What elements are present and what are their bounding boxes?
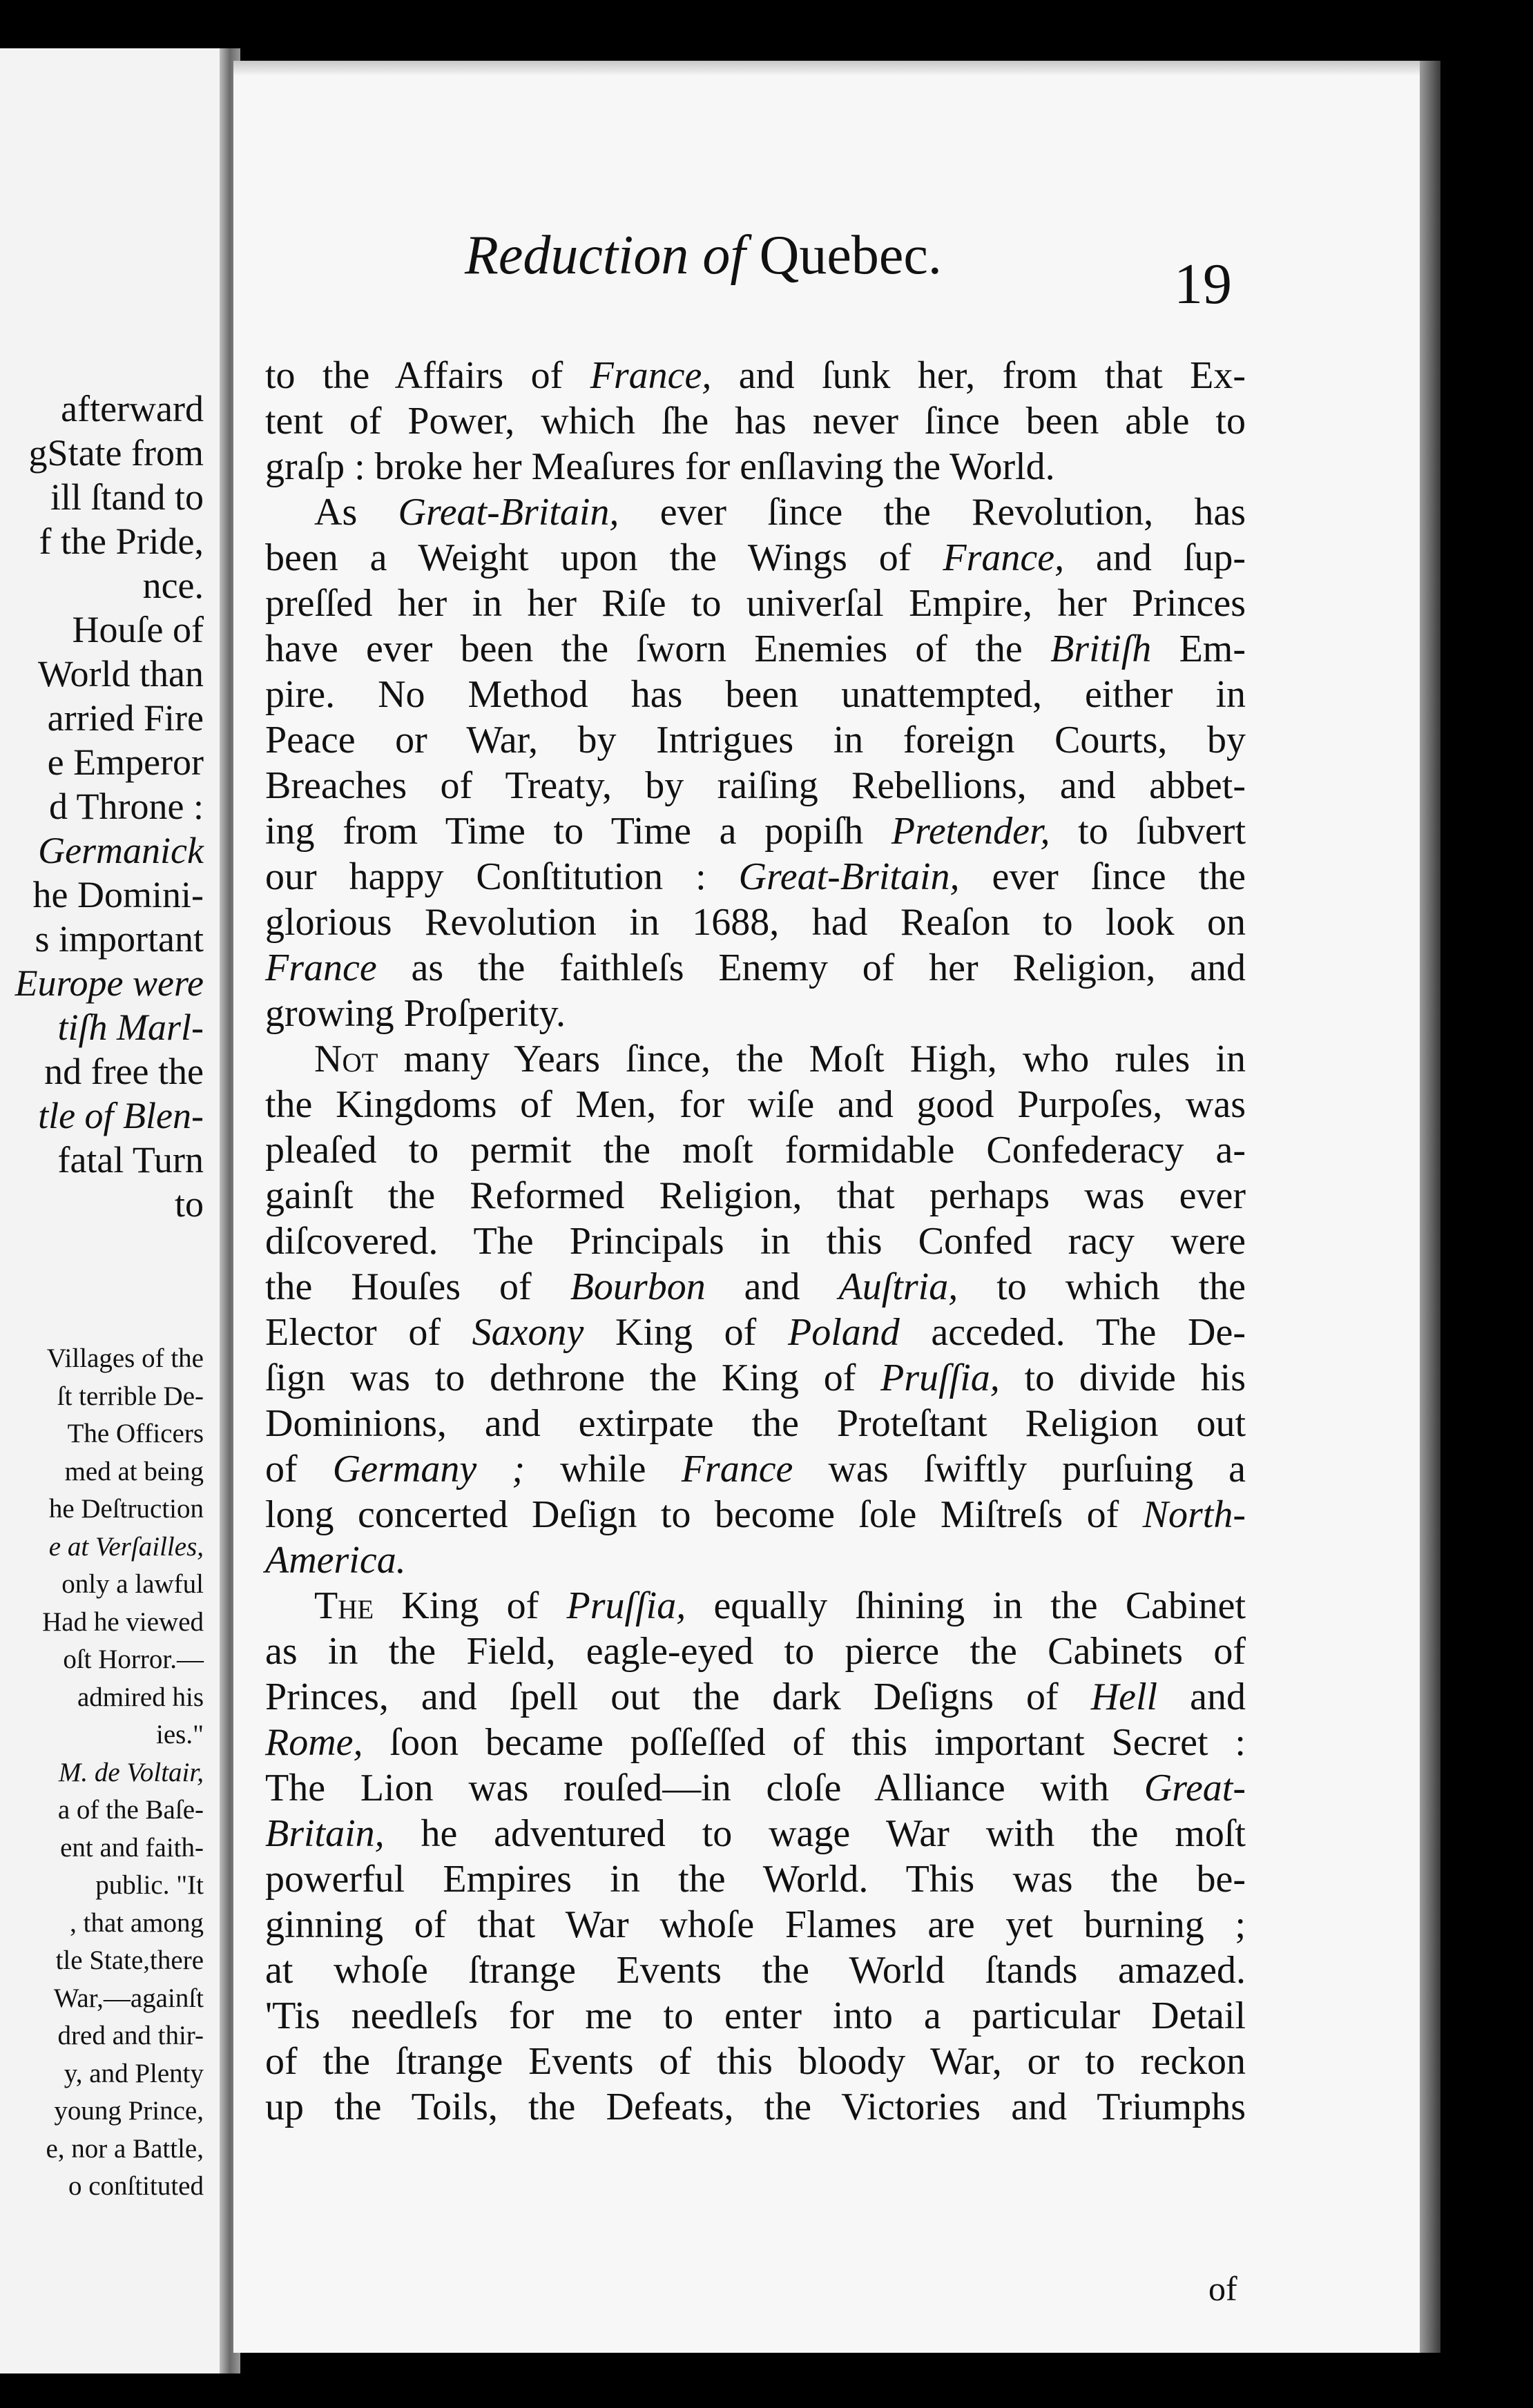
text-line: powerful Empires in the World. This was the be-	[265, 1858, 1246, 1901]
text-line: pleaſed to permit the moſt formidable Confederacy a-	[265, 1129, 1246, 1172]
left-text-line: f the Pride,	[39, 521, 204, 562]
running-head-italic: Reduction of	[465, 225, 746, 286]
text-line: 'Tis needleſs for me to enter into a particular Detail	[265, 1994, 1246, 2037]
text-line: The Lion was rouſed—in cloſe Alliance with Great-	[265, 1767, 1246, 1809]
left-footnote-line: Had he viewed	[42, 1606, 204, 1637]
left-text-line: gState from	[28, 432, 204, 474]
left-footnote-line: tle State,there	[55, 1945, 204, 1975]
left-footnote-line: only a lawful	[61, 1569, 204, 1599]
text-line: tent of Power, which ſhe has never ſince been able to	[265, 400, 1246, 443]
left-footnote-line: public. "It	[95, 1870, 204, 1900]
text-line: pire. No Method has been unattempted, either in	[265, 673, 1246, 716]
text-line: at whoſe ſtrange Events the World ſtands amazed.	[265, 1949, 1246, 1992]
text-line: diſcovered. The Principals in this Confed racy were	[265, 1220, 1246, 1263]
left-footnote-line: , that among	[70, 1907, 204, 1938]
left-footnote-line: young Prince,	[54, 2096, 204, 2126]
text-line: growing Proſperity.	[265, 992, 566, 1035]
text-line: Not many Years ſince, the Moſt High, who rules in	[314, 1038, 1246, 1080]
text-line: France as the faithleſs Enemy of her Religion, and	[265, 946, 1246, 989]
left-footnote-line: ent and faith-	[60, 1832, 204, 1863]
left-text-line: tiſh Marl-	[57, 1007, 204, 1048]
left-footnote-line: he Deſtruction	[48, 1494, 204, 1524]
text-line: ſign was to dethrone the King of Pruſſia, to divide his	[265, 1357, 1246, 1399]
left-text-line: ill ſtand to	[50, 476, 204, 518]
left-text-line: fatal Turn	[57, 1139, 204, 1181]
page-number: 19	[1174, 252, 1232, 316]
left-footnote-line: Villages of the	[46, 1343, 204, 1373]
text-line: to the Affairs of France, and ſunk her, from that Ex-	[265, 354, 1246, 397]
page-right-edge	[1420, 61, 1440, 2353]
left-footnote-line: o conſtituted	[68, 2171, 204, 2201]
left-text-line: tle of Blen-	[38, 1095, 204, 1136]
left-footnote-line: dred and thir-	[57, 2021, 204, 2050]
page-top-shadow	[233, 61, 1420, 76]
text-line: have ever been the ſworn Enemies of the Britiſh Em-	[265, 628, 1246, 670]
text-line: up the Toils, the Defeats, the Victories and Triumphs	[265, 2086, 1246, 2128]
left-footnote-line: oſt Horror.—	[63, 1644, 204, 1674]
text-line: As Great-Britain, ever ſince the Revolution, has	[314, 491, 1246, 534]
left-text-line: Europe were	[15, 962, 204, 1004]
text-line: gainſt the Reformed Religion, that perhaps was ever	[265, 1174, 1246, 1217]
text-line: Peace or War, by Intrigues in foreign Courts, by	[265, 719, 1246, 761]
left-footnote-line: y, and Plenty	[64, 2058, 204, 2088]
text-line: America.	[265, 1539, 406, 1582]
text-line: ing from Time to Time a popiſh Pretender, to ſubvert	[265, 810, 1246, 853]
left-text-line: he Domini-	[32, 874, 204, 915]
left-text-line: to	[174, 1183, 204, 1225]
left-text-line: Houſe of	[72, 609, 204, 650]
running-head	[465, 225, 942, 286]
left-footnote-line: admired his	[77, 1682, 204, 1712]
text-line: the Kingdoms of Men, for wiſe and good Purpoſes, was	[265, 1083, 1246, 1126]
text-line: Princes, and ſpell out the dark Deſigns of Hell and	[265, 1676, 1246, 1718]
text-line: glorious Revolution in 1688, had Reaſon to look on	[265, 901, 1246, 944]
left-text-line: d Throne :	[49, 786, 204, 827]
text-line: Elector of Saxony King of Poland acceded. The De-	[265, 1311, 1246, 1354]
left-text-line: afterward	[61, 388, 204, 429]
left-footnote-line: ſt terrible De-	[57, 1381, 204, 1411]
left-footnote-line: M. de Voltair,	[58, 1757, 204, 1787]
running-head-roman: Quebec.	[759, 225, 942, 286]
text-line: of Germany ; while France was ſwiftly purſuing a	[265, 1448, 1246, 1491]
text-line: Breaches of Treaty, by raiſing Rebellions, and abbet-	[265, 764, 1246, 807]
left-footnote-line: med at being	[64, 1456, 204, 1486]
left-footnote-line: War,—againſt	[53, 1983, 204, 2013]
left-text-line: e Emperor	[47, 741, 204, 783]
text-line: Rome, ſoon became poſſeſſed of this important Secret :	[265, 1721, 1246, 1764]
catchword: of	[1208, 2269, 1237, 2308]
text-line: as in the Field, eagle-eyed to pierce the Cabinets of	[265, 1630, 1246, 1673]
text-line: Dominions, and extirpate the Proteſtant Religion out	[265, 1402, 1246, 1445]
text-line: been a Weight upon the Wings of France, and ſup-	[265, 536, 1246, 579]
text-line: long concerted Deſign to become ſole Miſtreſs of North-	[265, 1493, 1246, 1536]
text-line: Britain, he adventured to wage War with the moſt	[265, 1812, 1246, 1855]
left-text-line: arried Fire	[47, 697, 204, 739]
left-text-line: nd free the	[44, 1051, 204, 1092]
left-footnote-line: The Officers	[67, 1419, 204, 1448]
text-line: of the ſtrange Events of this bloody War, or to reckon	[265, 2040, 1246, 2083]
left-footnote-line: a of the Baſe-	[57, 1795, 204, 1825]
text-line: ginning of that War whoſe Flames are yet burning ;	[265, 1903, 1246, 1946]
left-footnote-line: e, nor a Battle,	[46, 2133, 204, 2164]
text-line: The King of Pruſſia, equally ſhining in the Cabinet	[314, 1584, 1246, 1627]
text-line: graſp : broke her Meaſures for enſlaving the World.	[265, 445, 1055, 488]
left-text-line: World than	[37, 653, 204, 695]
text-line: preſſed her in her Riſe to univerſal Empire, her Princes	[265, 582, 1246, 625]
text-line: our happy Conſtitution : Great-Britain, ever ſince the	[265, 855, 1246, 898]
left-text-line: nce.	[142, 565, 204, 606]
left-facing-page	[0, 48, 231, 2373]
text-line: the Houſes of Bourbon and Auſtria, to which the	[265, 1265, 1246, 1308]
left-text-line: Germanick	[38, 830, 204, 871]
left-footnote-line: ies."	[156, 1720, 204, 1749]
left-text-line: s important	[35, 918, 204, 960]
left-footnote-line: e at Verſailles,	[48, 1531, 204, 1562]
